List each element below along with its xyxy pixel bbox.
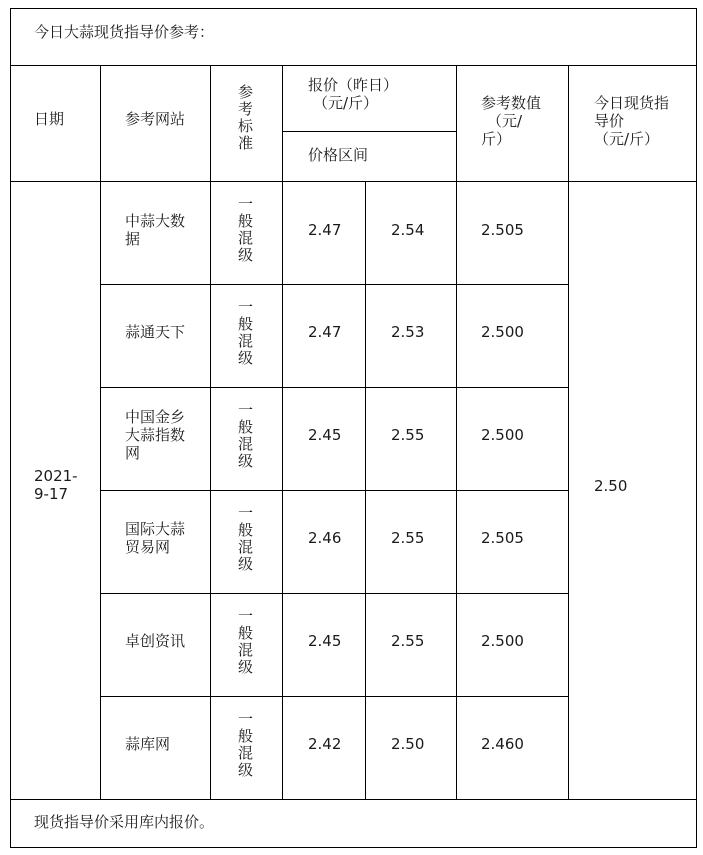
row-2-site-line-1: 蒜通天下 (125, 323, 186, 341)
table-title: 今日大蒜现货指导价参考： (34, 23, 215, 41)
date-line-1: 2021- (34, 467, 78, 485)
table-row-5-low: 2.45 (308, 632, 342, 650)
header-quote (308, 76, 398, 112)
table-row-1-standard: 一般混级 (238, 195, 254, 264)
header-today-1: 今日现货指 (594, 94, 670, 112)
table-row-3-ref: 2.500 (481, 426, 524, 444)
rule-body-bottom (10, 799, 697, 800)
table-row-4-low: 2.46 (308, 529, 342, 547)
rule-header-bottom (10, 181, 697, 182)
header-ref (481, 94, 541, 148)
row-5-site-line-1: 卓创资讯 (125, 632, 186, 650)
table-row-2-high: 2.53 (391, 323, 425, 341)
header-ref-unit-2: 斤） (481, 130, 512, 148)
table-row-2-low: 2.47 (308, 323, 342, 341)
rule-row-4 (100, 593, 568, 594)
rule-col-low (365, 181, 366, 799)
rule-row-5 (100, 696, 568, 697)
rule-row-3 (100, 490, 568, 491)
row-4-site-line-2: 贸易网 (125, 538, 171, 556)
table-row-1-site (125, 212, 185, 248)
header-date: 日期 (34, 110, 65, 128)
table-row-5-standard: 一般混级 (238, 607, 254, 676)
table-row-3-high: 2.55 (391, 426, 425, 444)
rule-row-1 (100, 284, 568, 285)
table-row-6-standard: 一般混级 (238, 710, 254, 779)
table-row-2-standard: 一般混级 (238, 298, 254, 367)
rule-col-date (100, 65, 101, 799)
table-row-5-ref: 2.500 (481, 632, 524, 650)
header-today-unit: （元/斤） (594, 130, 660, 148)
table-row-6-low: 2.42 (308, 735, 342, 753)
table-row-4-high: 2.55 (391, 529, 425, 547)
table-row-2-site (125, 323, 185, 341)
date-line-2: 9-17 (34, 485, 69, 503)
table-row-5-high: 2.55 (391, 632, 425, 650)
header-range: 价格区间 (308, 146, 369, 164)
rule-col-site (210, 65, 211, 799)
table-row-4-ref: 2.505 (481, 529, 524, 547)
table-row-6-ref: 2.460 (481, 735, 524, 753)
table-row-6-high: 2.50 (391, 735, 425, 753)
table-row-1-ref: 2.505 (481, 221, 524, 239)
header-quote-unit: （元/斤） (313, 94, 379, 112)
rule-col-ref (568, 65, 569, 799)
table-row-6-site (125, 735, 170, 753)
table-row-4-standard: 一般混级 (238, 504, 254, 573)
row-3-site-line-2: 大蒜指数 (125, 426, 186, 444)
table-row-1-high: 2.54 (391, 221, 425, 239)
today-price-value: 2.50 (594, 477, 628, 495)
date-value (34, 467, 78, 503)
row-1-site-line-1: 中蒜大数 (125, 212, 186, 230)
header-today-2: 导价 (594, 112, 625, 130)
rule-title-bottom (10, 65, 697, 66)
table-row-2-ref: 2.500 (481, 323, 524, 341)
table-row-5-site (125, 632, 185, 650)
header-today (594, 94, 669, 148)
header-ref-prefix: 参考数值 (481, 94, 542, 112)
row-6-site-line-1: 蒜库网 (125, 735, 171, 753)
row-1-site-line-2: 据 (125, 230, 141, 248)
header-ref-unit-1: （元/ (487, 112, 523, 130)
table-row-3-standard: 一般混级 (238, 401, 254, 470)
row-3-site-line-1: 中国金乡 (125, 408, 186, 426)
rule-col-standard (282, 65, 283, 799)
header-standard: 参考标准 (238, 83, 254, 152)
header-quote-prefix: 报价（昨日） (308, 76, 399, 94)
rule-quote-split (282, 131, 456, 132)
table-row-3-site (125, 408, 185, 462)
row-4-site-line-1: 国际大蒜 (125, 520, 186, 538)
table-footer-note: 现货指导价采用库内报价。 (34, 813, 215, 831)
table-row-3-low: 2.45 (308, 426, 342, 444)
header-site: 参考网站 (125, 110, 186, 128)
rule-col-high (456, 65, 457, 799)
table-row-4-site (125, 520, 185, 556)
rule-row-2 (100, 387, 568, 388)
row-3-site-line-3: 网 (125, 444, 141, 462)
table-row-1-low: 2.47 (308, 221, 342, 239)
